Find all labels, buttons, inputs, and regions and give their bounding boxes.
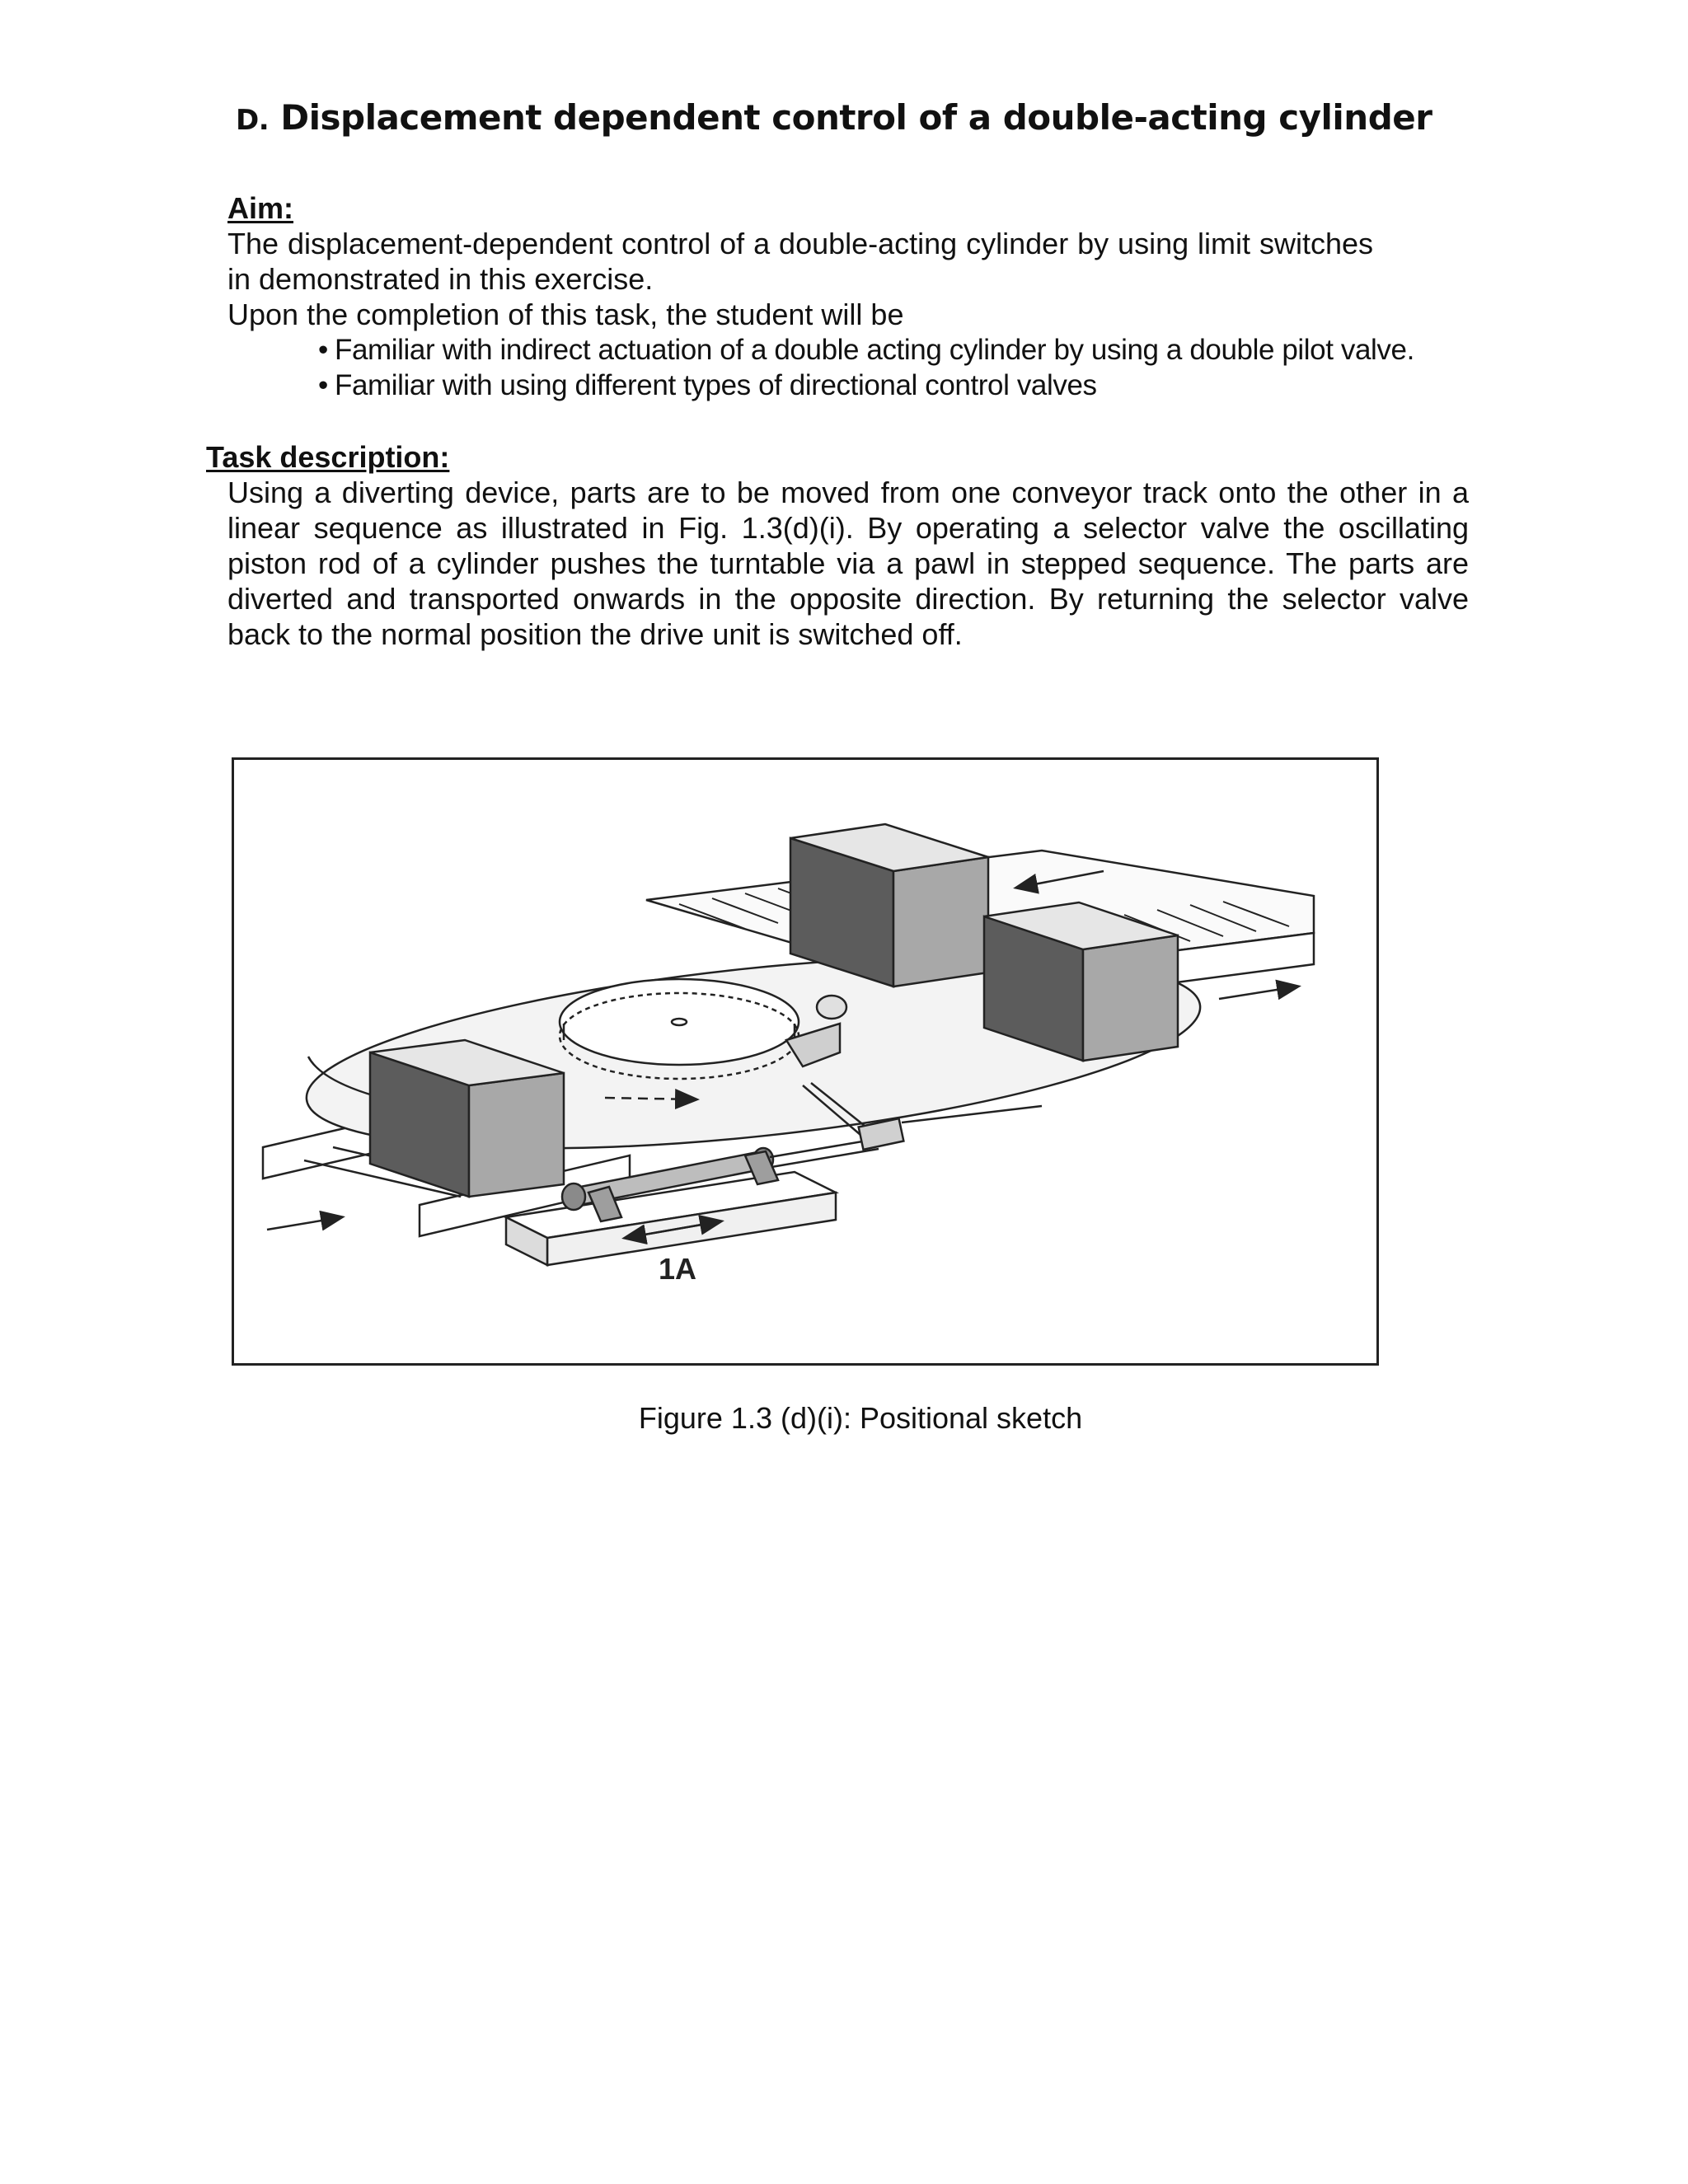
task-paragraph: Using a diverting device, parts are to be moved from one conveyor track onto the other in a linear sequence as illustrated in Fig. 1.3(d)(i). By operating a selector valve the oscillating piston rod of a cylinder pushes the turntable via a pawl in stepped sequence. The parts are diverted and transported onwards in the opposite direction. By returning the selector valve back to the normal position the drive unit is switched off.: [227, 476, 1469, 651]
figure-caption: [0, 1401, 1688, 1436]
task-heading: Task description:: [206, 440, 450, 474]
list-item-text: Familiar with using different types of directional control valves: [335, 369, 1097, 401]
incoming-arrow: [267, 1217, 341, 1230]
bullet-icon: •: [318, 369, 328, 401]
positional-sketch: [234, 760, 1376, 1363]
workpiece-box-upper-left: [790, 824, 988, 987]
aim-paragraph: The displacement-dependent control of a double-acting cylinder by using limit switches in demonstrated in this exercise.: [227, 227, 1373, 296]
aim-intro: Upon the completion of this task, the student will be: [227, 298, 904, 331]
figure-frame: [232, 757, 1379, 1366]
objectives-list: [318, 332, 1414, 403]
page-title: [236, 97, 1432, 138]
cylinder-label: 1A: [658, 1252, 697, 1286]
section-letter: D.: [236, 104, 270, 137]
workpiece-box-lower: [370, 1040, 564, 1197]
workpiece-box-upper-right: [984, 902, 1178, 1061]
list-item: [318, 332, 1414, 368]
aim-heading: Aim:: [227, 191, 293, 225]
list-item-text: Familiar with indirect actuation of a double acting cylinder by using a double pilot valve.: [335, 334, 1414, 366]
title-text: Displacement dependent control of a double-acting cylinder: [280, 97, 1432, 138]
bullet-icon: •: [318, 334, 328, 366]
upper-right-arrow: [1219, 987, 1297, 999]
figure-caption-text: Figure 1.3 (d)(i): Positional sketch: [638, 1401, 1083, 1435]
list-item: [318, 368, 1414, 403]
